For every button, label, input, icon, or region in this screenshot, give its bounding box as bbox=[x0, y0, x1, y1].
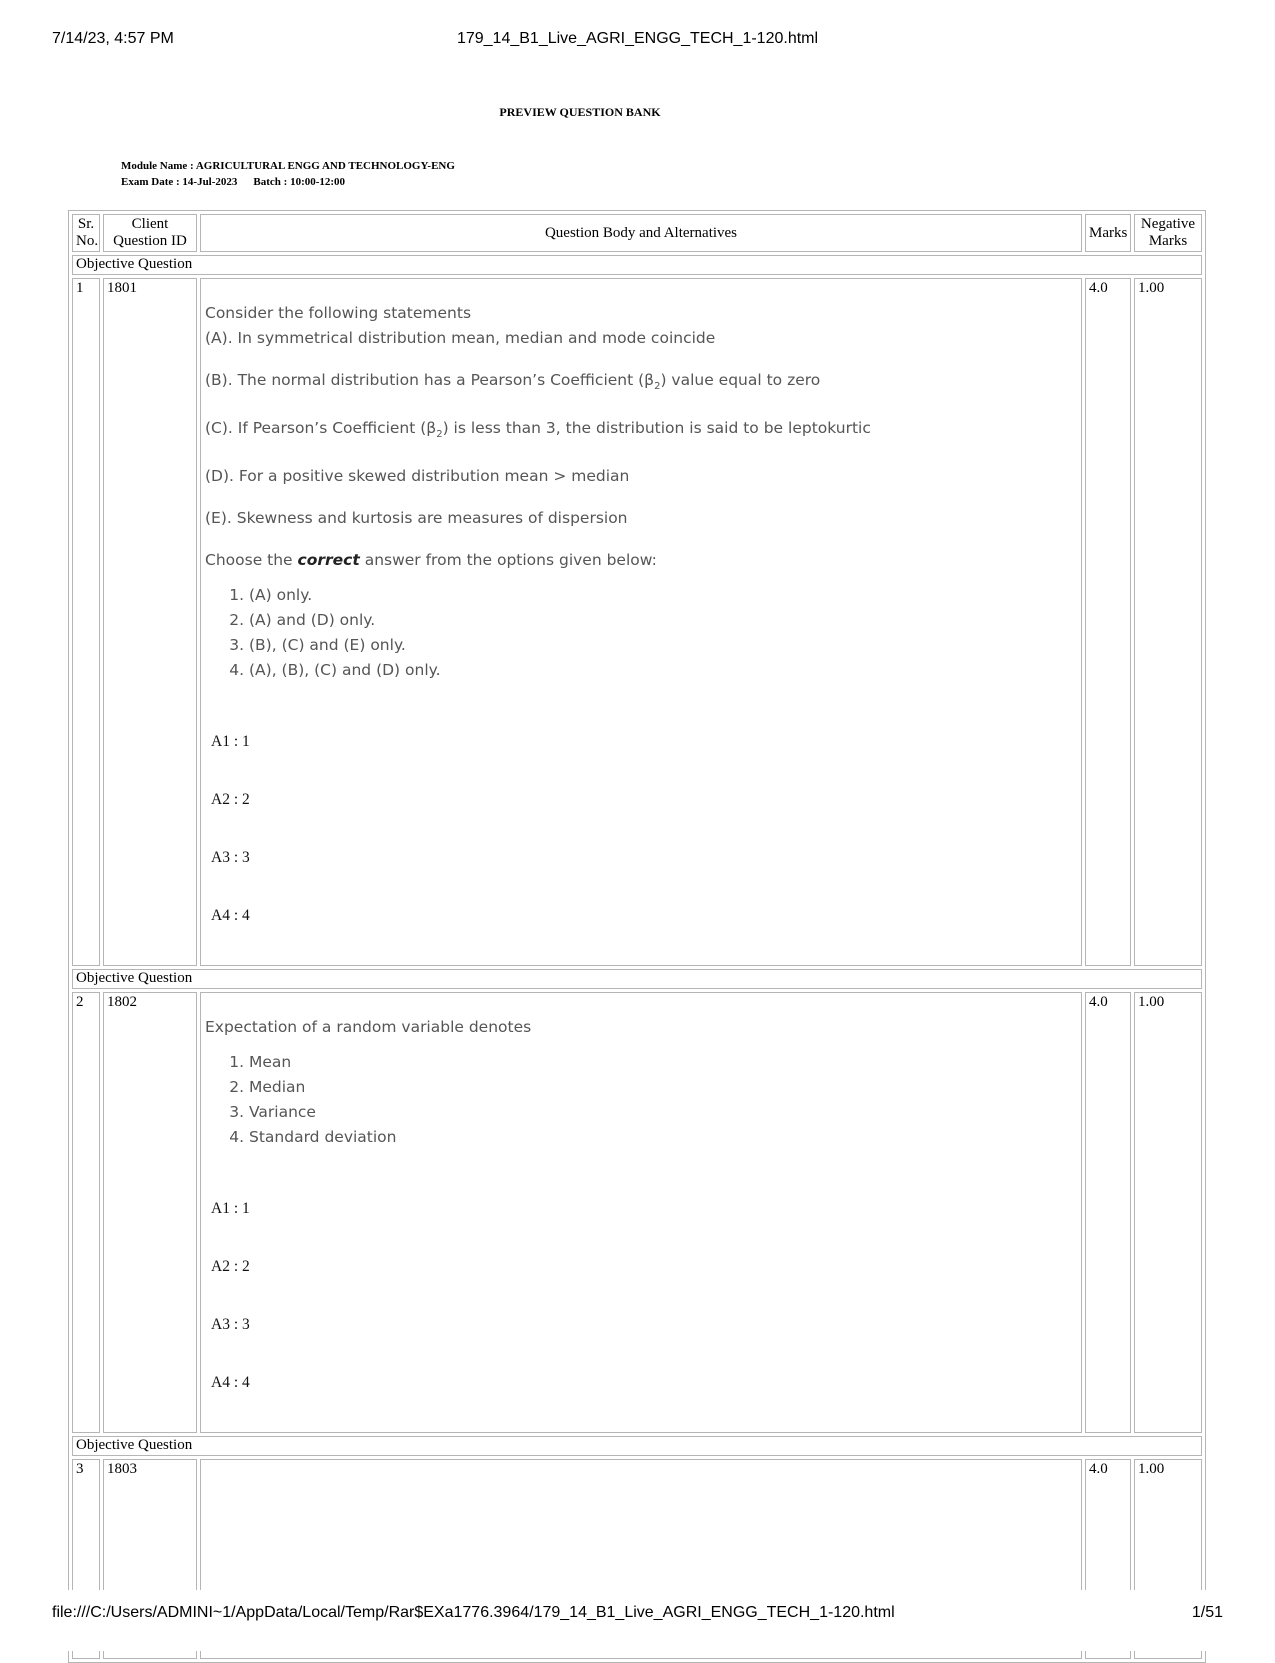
exam-batch-line bbox=[121, 176, 345, 188]
page-number: 1/51 bbox=[1191, 1604, 1223, 1621]
client-question-id: 1802 bbox=[103, 992, 197, 1433]
print-datetime: 7/14/23, 4:57 PM bbox=[52, 30, 174, 47]
option-item: 3. (B), (C) and (E) only. bbox=[249, 633, 1081, 658]
alternative: A1 : 1 bbox=[211, 733, 250, 751]
option-item: 3. Variance bbox=[249, 1100, 1081, 1125]
page-title: PREVIEW QUESTION BANK bbox=[499, 105, 661, 119]
header-sr-no: Sr. No. bbox=[72, 214, 100, 252]
alternative: A4 : 4 bbox=[211, 907, 250, 925]
question-table bbox=[68, 210, 1206, 1663]
question-body bbox=[200, 278, 1082, 966]
section-row bbox=[72, 255, 1202, 275]
print-file-path: file:///C:/Users/ADMINI~1/AppData/Local/Temp/Rar$EXa1776.3964/179_14_B1_Live_AGRI_ENGG_TECH_1-120.html bbox=[52, 1604, 895, 1621]
table-row bbox=[72, 278, 1202, 966]
header-marks: Marks bbox=[1085, 214, 1131, 252]
exam-date: Exam Date : 14-Jul-2023 bbox=[121, 176, 238, 188]
sr-no: 1 bbox=[72, 278, 100, 966]
header-question-body: Question Body and Alternatives bbox=[200, 214, 1082, 252]
client-question-id: 1803 bbox=[103, 1459, 197, 1659]
section-row bbox=[72, 969, 1202, 989]
option-item: 4. (A), (B), (C) and (D) only. bbox=[249, 658, 1081, 683]
option-item: 1. (A) only. bbox=[249, 583, 1081, 608]
print-footer bbox=[52, 1604, 1223, 1626]
section-label: Objective Question bbox=[72, 1436, 1202, 1456]
sr-no: 3 bbox=[72, 1459, 100, 1659]
option-item: 2. (A) and (D) only. bbox=[249, 608, 1081, 633]
marks: 4.0 bbox=[1085, 278, 1131, 966]
statement-b: (B). The normal distribution has a Pearson’s Coefficient $(\beta_2)$ value equal to zero bbox=[205, 371, 821, 393]
question-intro: Consider the following statements bbox=[205, 304, 472, 322]
statement-e: (E). Skewness and kurtosis are measures of dispersion bbox=[205, 509, 628, 528]
marks: 4.0 bbox=[1085, 1459, 1131, 1659]
negative-marks: 1.00 bbox=[1134, 278, 1202, 966]
marks: 4.0 bbox=[1085, 992, 1131, 1433]
section-row bbox=[72, 1436, 1202, 1456]
sr-no: 2 bbox=[72, 992, 100, 1433]
question-body bbox=[200, 992, 1082, 1433]
module-name: Module Name : AGRICULTURAL ENGG AND TECHNOLOGY-ENG bbox=[121, 160, 455, 172]
option-item: 2. Median bbox=[249, 1075, 1081, 1100]
print-header bbox=[52, 30, 1223, 52]
table-row bbox=[72, 992, 1202, 1433]
header-negative-marks: Negative Marks bbox=[1134, 214, 1202, 252]
section-label: Objective Question bbox=[72, 255, 1202, 275]
statement-a: (A). In symmetrical distribution mean, median and mode coincide bbox=[205, 329, 716, 347]
batch-time: Batch : 10:00-12:00 bbox=[253, 176, 346, 188]
option-item: 4. Standard deviation bbox=[249, 1125, 1081, 1150]
alternative: A4 : 4 bbox=[211, 1374, 250, 1392]
client-question-id: 1801 bbox=[103, 278, 197, 966]
alternatives bbox=[201, 733, 1081, 965]
alternative: A3 : 3 bbox=[211, 849, 250, 867]
table-header-row bbox=[72, 214, 1202, 252]
alternative: A3 : 3 bbox=[211, 1316, 250, 1334]
alternative: A2 : 2 bbox=[211, 791, 250, 809]
alternative: A2 : 2 bbox=[211, 1258, 250, 1276]
section-label: Objective Question bbox=[72, 969, 1202, 989]
negative-marks: 1.00 bbox=[1134, 1459, 1202, 1659]
choose-instruction: Choose the correct answer from the options given below: bbox=[205, 551, 657, 570]
option-list bbox=[205, 1050, 1081, 1150]
option-item: 1. Mean bbox=[249, 1050, 1081, 1075]
statement-c: (C). If Pearson’s Coefficient $(\beta_2)$ is less than 3, the distribution is said to be leptokurtic bbox=[205, 419, 871, 441]
statement-d: (D). For a positive skewed distribution mean > median bbox=[205, 467, 630, 486]
option-list bbox=[205, 583, 1081, 683]
alternatives bbox=[201, 1200, 1081, 1432]
print-filename: 179_14_B1_Live_AGRI_ENGG_TECH_1-120.html bbox=[456, 30, 819, 47]
alternative: A1 : 1 bbox=[211, 1200, 250, 1218]
question-intro: Expectation of a random variable denotes bbox=[205, 1018, 532, 1037]
header-client-question-id: Client Question ID bbox=[103, 214, 197, 252]
negative-marks: 1.00 bbox=[1134, 992, 1202, 1433]
